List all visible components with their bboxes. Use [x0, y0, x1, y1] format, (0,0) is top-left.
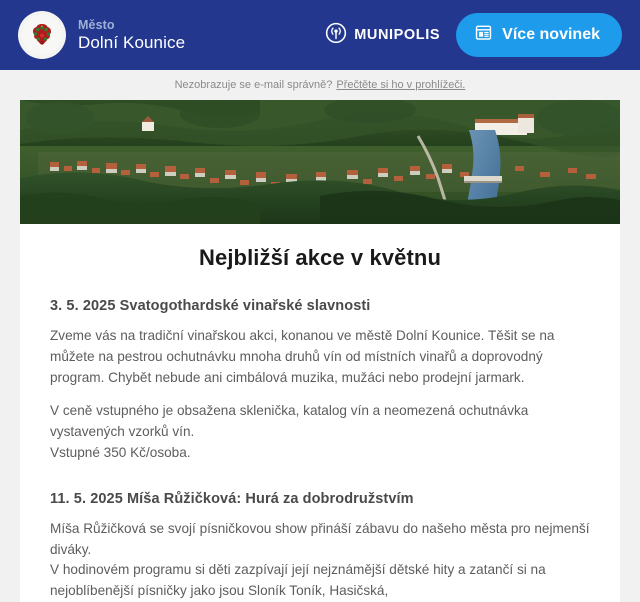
newspaper-icon: [474, 23, 493, 47]
coat-of-arms-icon: [18, 11, 66, 59]
brand-text: [78, 18, 185, 52]
app-header: [0, 0, 640, 70]
card-body: [20, 245, 620, 602]
header-actions: [325, 13, 622, 57]
more-news-button[interactable]: [456, 13, 622, 57]
event-paragraph: V ceně vstupného je obsažena sklenička, katalog vín a neomezená ochutnávka vystavených vzorků vín. Vstupné 350 Kč/osoba.: [50, 403, 529, 460]
munipolis-logo: [325, 22, 440, 49]
event-paragraph: Míša Růžičková se svojí písničkovou show přináší zábavu do našeho města pro nejmenší diváky. V hodinovém programu si děti zazpívají její nejznámější dětské hity a zatančí si na nejoblíbenější písničky jako jsou Sloník Toník, Hasičská,: [50, 520, 590, 599]
brand-subtitle: Město: [78, 17, 115, 32]
notice-text: Nezobrazuje se e-mail správně?: [174, 79, 333, 91]
event-heading: 11. 5. 2025 Míša Růžičková: Hurá za dobrodružstvím: [50, 490, 414, 507]
brand-block: [18, 11, 185, 59]
email-content-card: [20, 100, 620, 602]
munipolis-label: MUNIPOLIS: [354, 27, 441, 43]
event-heading: 3. 5. 2025 Svatogothardské vinařské slavnosti: [50, 298, 371, 314]
browser-view-notice: [0, 70, 640, 100]
event-paragraph: Zveme vás na tradiční vinařskou akci, konanou ve městě Dolní Kounice. Těšit se na můžete na pestrou ochutnávku mnoha druhů vín od místních vinařů a doprovodný program. Chybět nebude ani cimbálová muzika, mužáci nebo prodejní jarmark.: [50, 328, 555, 385]
page-title: Nejbližší akce v květnu: [199, 245, 441, 270]
more-news-label: Více novinek: [502, 26, 600, 43]
brand-title: Dolní Kounice: [78, 32, 186, 52]
hero-image: [20, 100, 620, 224]
broadcast-signal-icon: [325, 22, 347, 49]
view-in-browser-link[interactable]: Přečtěte si ho v prohlížeči.: [336, 79, 466, 91]
